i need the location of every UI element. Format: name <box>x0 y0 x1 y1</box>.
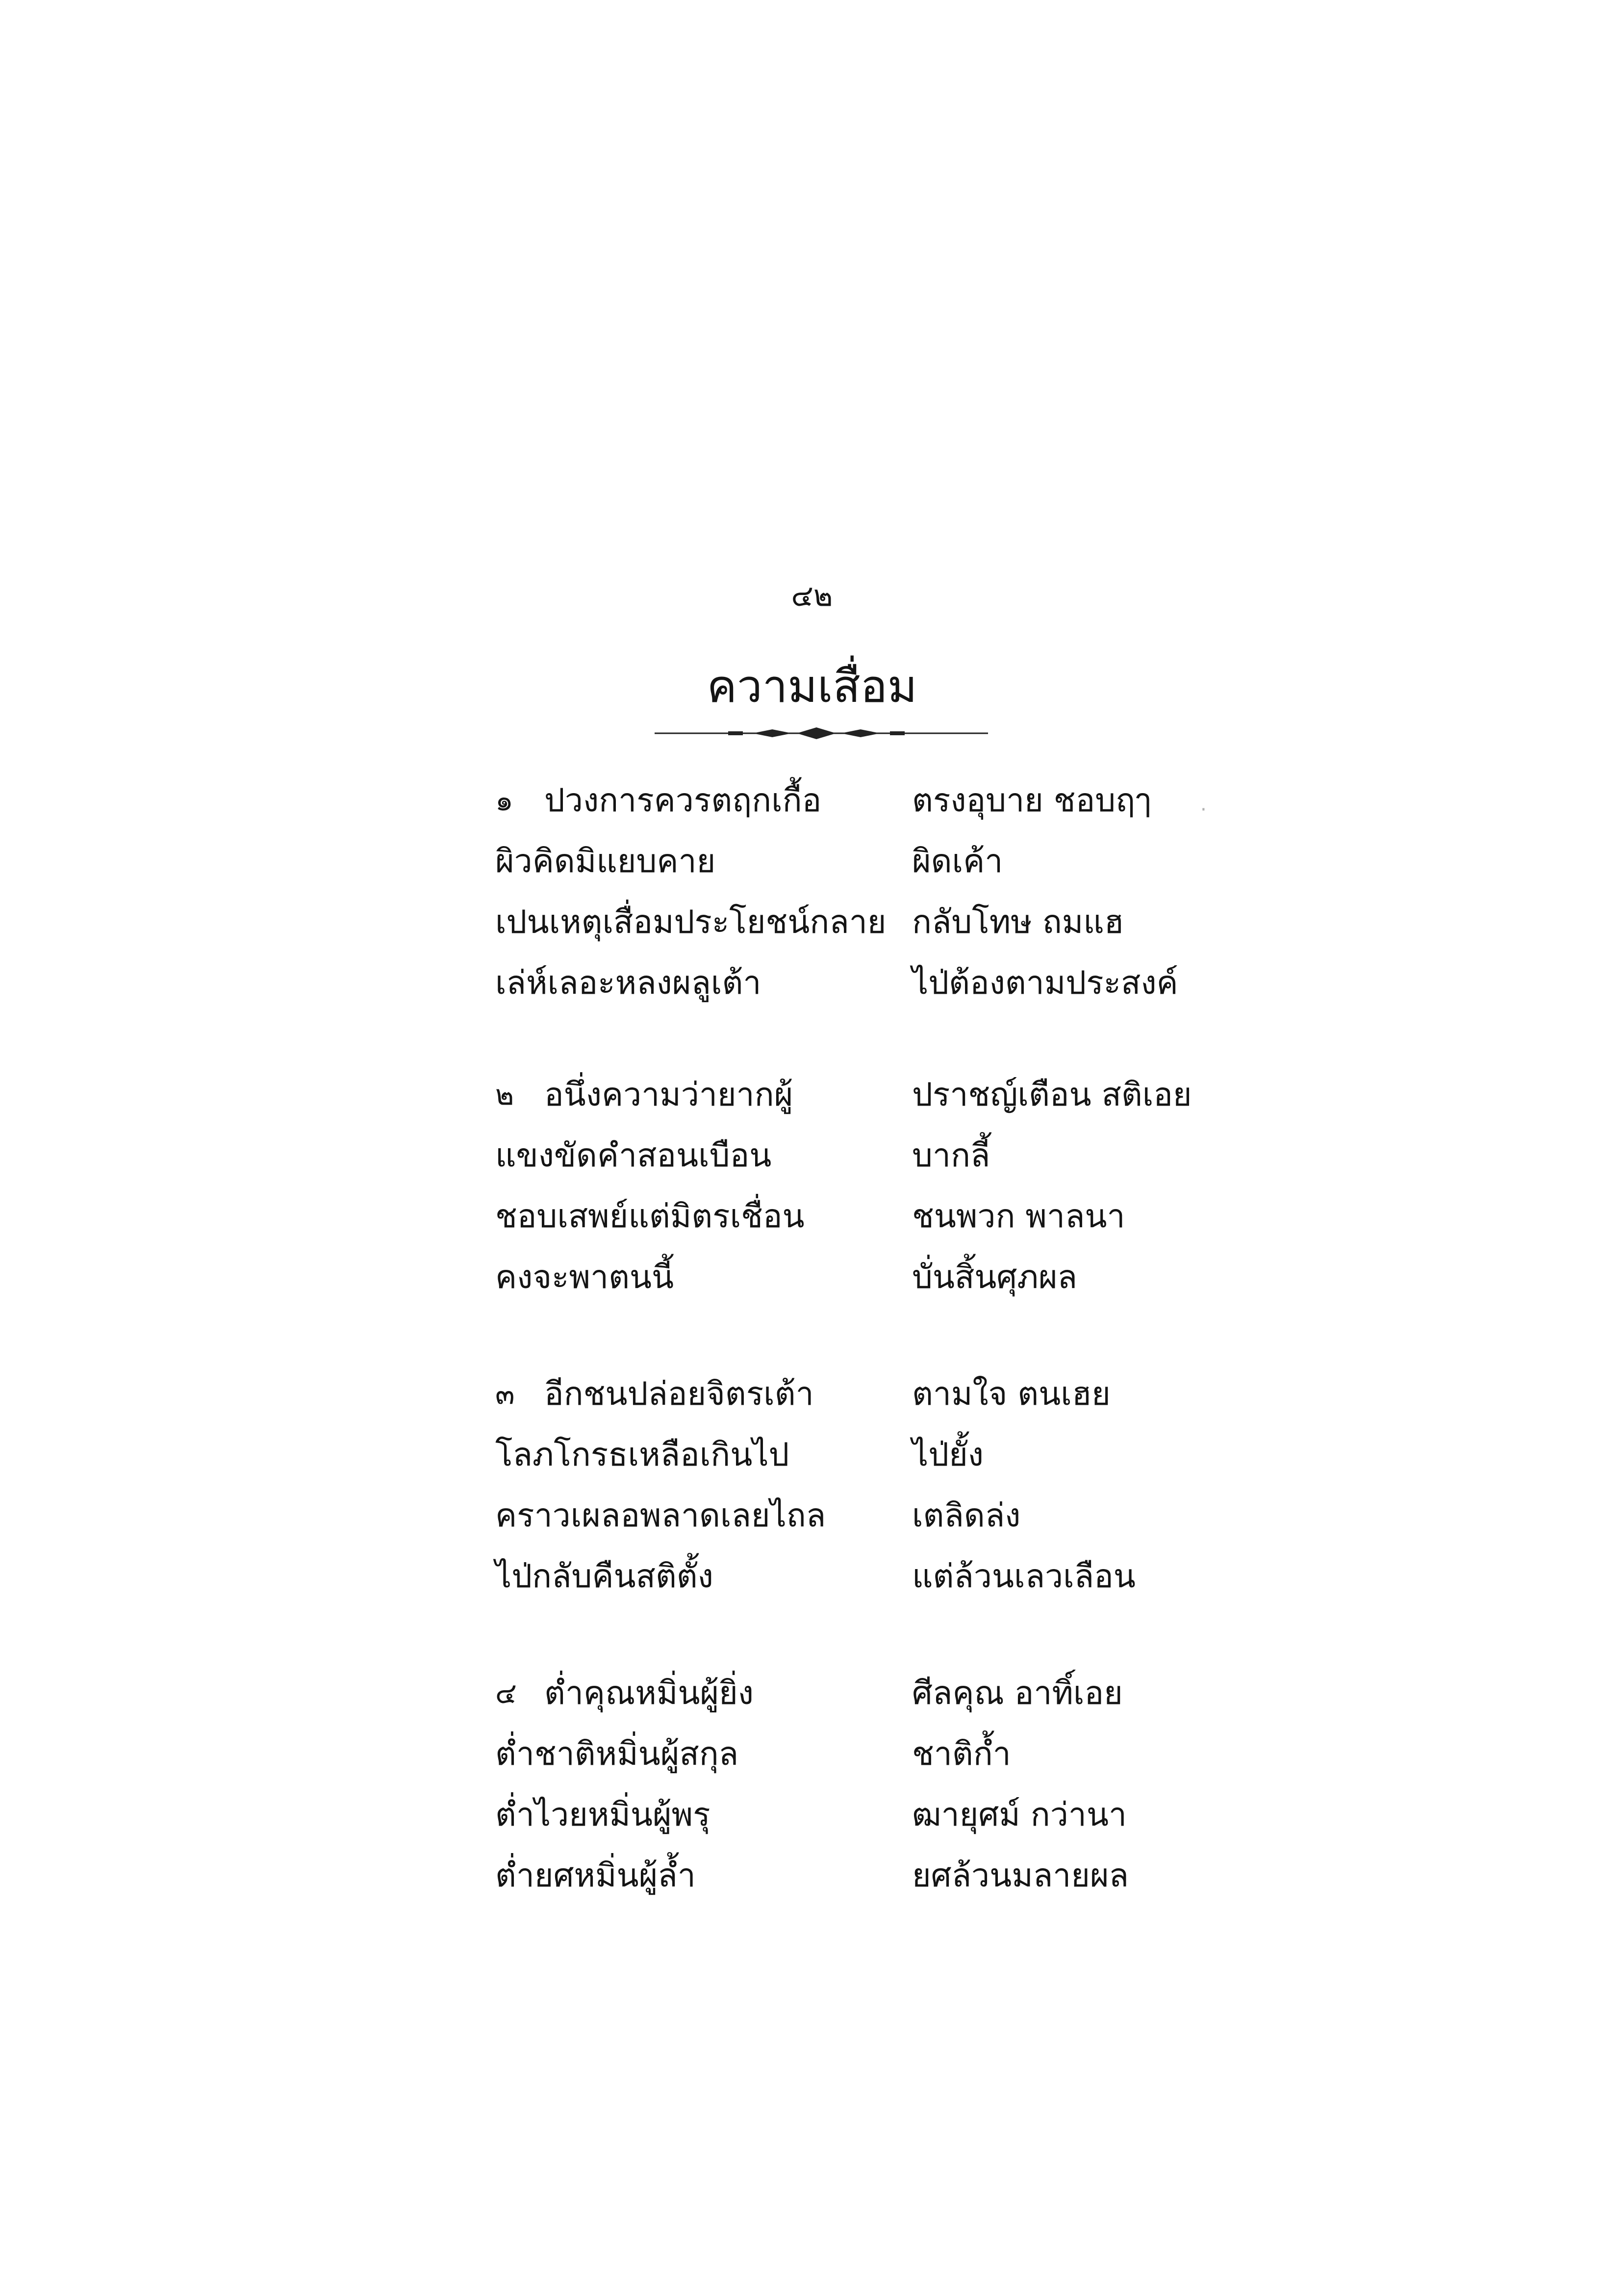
verse-line <box>495 1424 1255 1485</box>
page-number: ๔๒ <box>791 579 833 613</box>
verse-line <box>495 831 1255 892</box>
verse-first-half: ต่ำไวยหมิ่นผู้พรุ <box>495 1796 710 1833</box>
verse-second-half: ฒายุศม์ กว่านา <box>912 1796 1127 1833</box>
verse-second-half: ไป่ยั้ง <box>912 1436 984 1473</box>
verse-second-half: บากลี้ <box>912 1136 990 1174</box>
verse-line <box>495 1784 1255 1845</box>
verse-line <box>495 892 1255 953</box>
verse-first-half: แขงขัดคำสอนเบือน <box>495 1136 772 1174</box>
verse-first-half: ต่ำคุณหมิ่นผู้ยิ่ง <box>544 1674 754 1712</box>
verse-line <box>495 1724 1255 1784</box>
verse-second-half: ชาติก้ำ <box>912 1735 1011 1773</box>
stanza-number: ๓ <box>495 1377 515 1411</box>
stanza-number: ๑ <box>495 784 513 817</box>
speck-mark: · <box>1200 799 1207 821</box>
verse-line <box>495 1485 1255 1546</box>
verse-line <box>495 1364 1255 1424</box>
stanza-3 <box>495 1364 1255 1607</box>
verse-second-half: ยศล้วนมลายผล <box>912 1856 1129 1894</box>
verse-line <box>495 1186 1255 1247</box>
verse-line <box>495 1064 1255 1125</box>
stanza-4 <box>495 1663 1255 1906</box>
verse-first-half: ต่ำยศหมิ่นผู้ล้ำ <box>495 1856 696 1894</box>
verse-line <box>495 770 1255 831</box>
page-title: ความเสื่อม <box>707 660 917 713</box>
verse-first-half: โลภโกรธเหลือเกินไป <box>495 1436 789 1473</box>
verse-second-half: ปราชญ์เตือน สติเอย <box>912 1076 1192 1113</box>
verse-second-half: ศีลคุณ อาทิ์เอย <box>912 1674 1123 1712</box>
verse-second-half: ชนพวก พาลนา <box>912 1197 1125 1235</box>
verse-second-half: แต่ล้วนเลวเลือน <box>912 1557 1136 1595</box>
verse-second-half: ไป่ต้องตามประสงค์ <box>912 964 1178 1002</box>
verse-line <box>495 1845 1255 1906</box>
verse-second-half: ตรงอุบาย ชอบฤๅ <box>912 781 1151 819</box>
verse-second-half: บั่นสิ้นศุภผล <box>912 1258 1077 1296</box>
verse-line <box>495 1663 1255 1724</box>
verse-line <box>495 1125 1255 1186</box>
verse-line <box>495 953 1255 1013</box>
verse-second-half: ผิดเค้า <box>912 842 1003 880</box>
stanza-1 <box>495 770 1255 1013</box>
verse-second-half: ตามใจ ตนเฮย <box>912 1375 1111 1413</box>
verse-first-half: เปนเหตุเสื่อมประโยชน์กลาย <box>495 903 887 941</box>
stanza-2 <box>495 1064 1255 1308</box>
verse-line <box>495 1546 1255 1607</box>
verse-second-half: กลับโทษ ถมแฮ <box>912 903 1124 941</box>
verse-second-half: เตลิดล่ง <box>912 1496 1021 1534</box>
verse-first-half: คงจะพาตนนี้ <box>495 1258 674 1296</box>
verse-first-half: เล่ห์เลอะหลงผลูเต้า <box>495 964 761 1002</box>
verse-first-half: ปวงการควรตฤกเกื้อ <box>544 781 822 819</box>
stanza-number: ๔ <box>495 1676 517 1710</box>
verse-first-half: ผิวคิดมิแยบคาย <box>495 842 716 880</box>
verse-first-half: ไป่กลับคืนสติตั้ง <box>495 1557 713 1595</box>
verse-first-half: อนึ่งความว่ายากผู้ <box>544 1076 793 1113</box>
verse-first-half: ชอบเสพย์แต่มิตรเชื่อน <box>495 1197 805 1235</box>
stanza-number: ๒ <box>495 1078 514 1111</box>
verse-line <box>495 1247 1255 1308</box>
verse-first-half: อีกชนปล่อยจิตรเต้า <box>544 1375 814 1413</box>
verse-first-half: ต่ำชาติหมิ่นผู้สกุล <box>495 1735 739 1773</box>
title-ornament-divider <box>655 723 988 743</box>
verse-first-half: คราวเผลอพลาดเลยไถล <box>495 1496 826 1534</box>
